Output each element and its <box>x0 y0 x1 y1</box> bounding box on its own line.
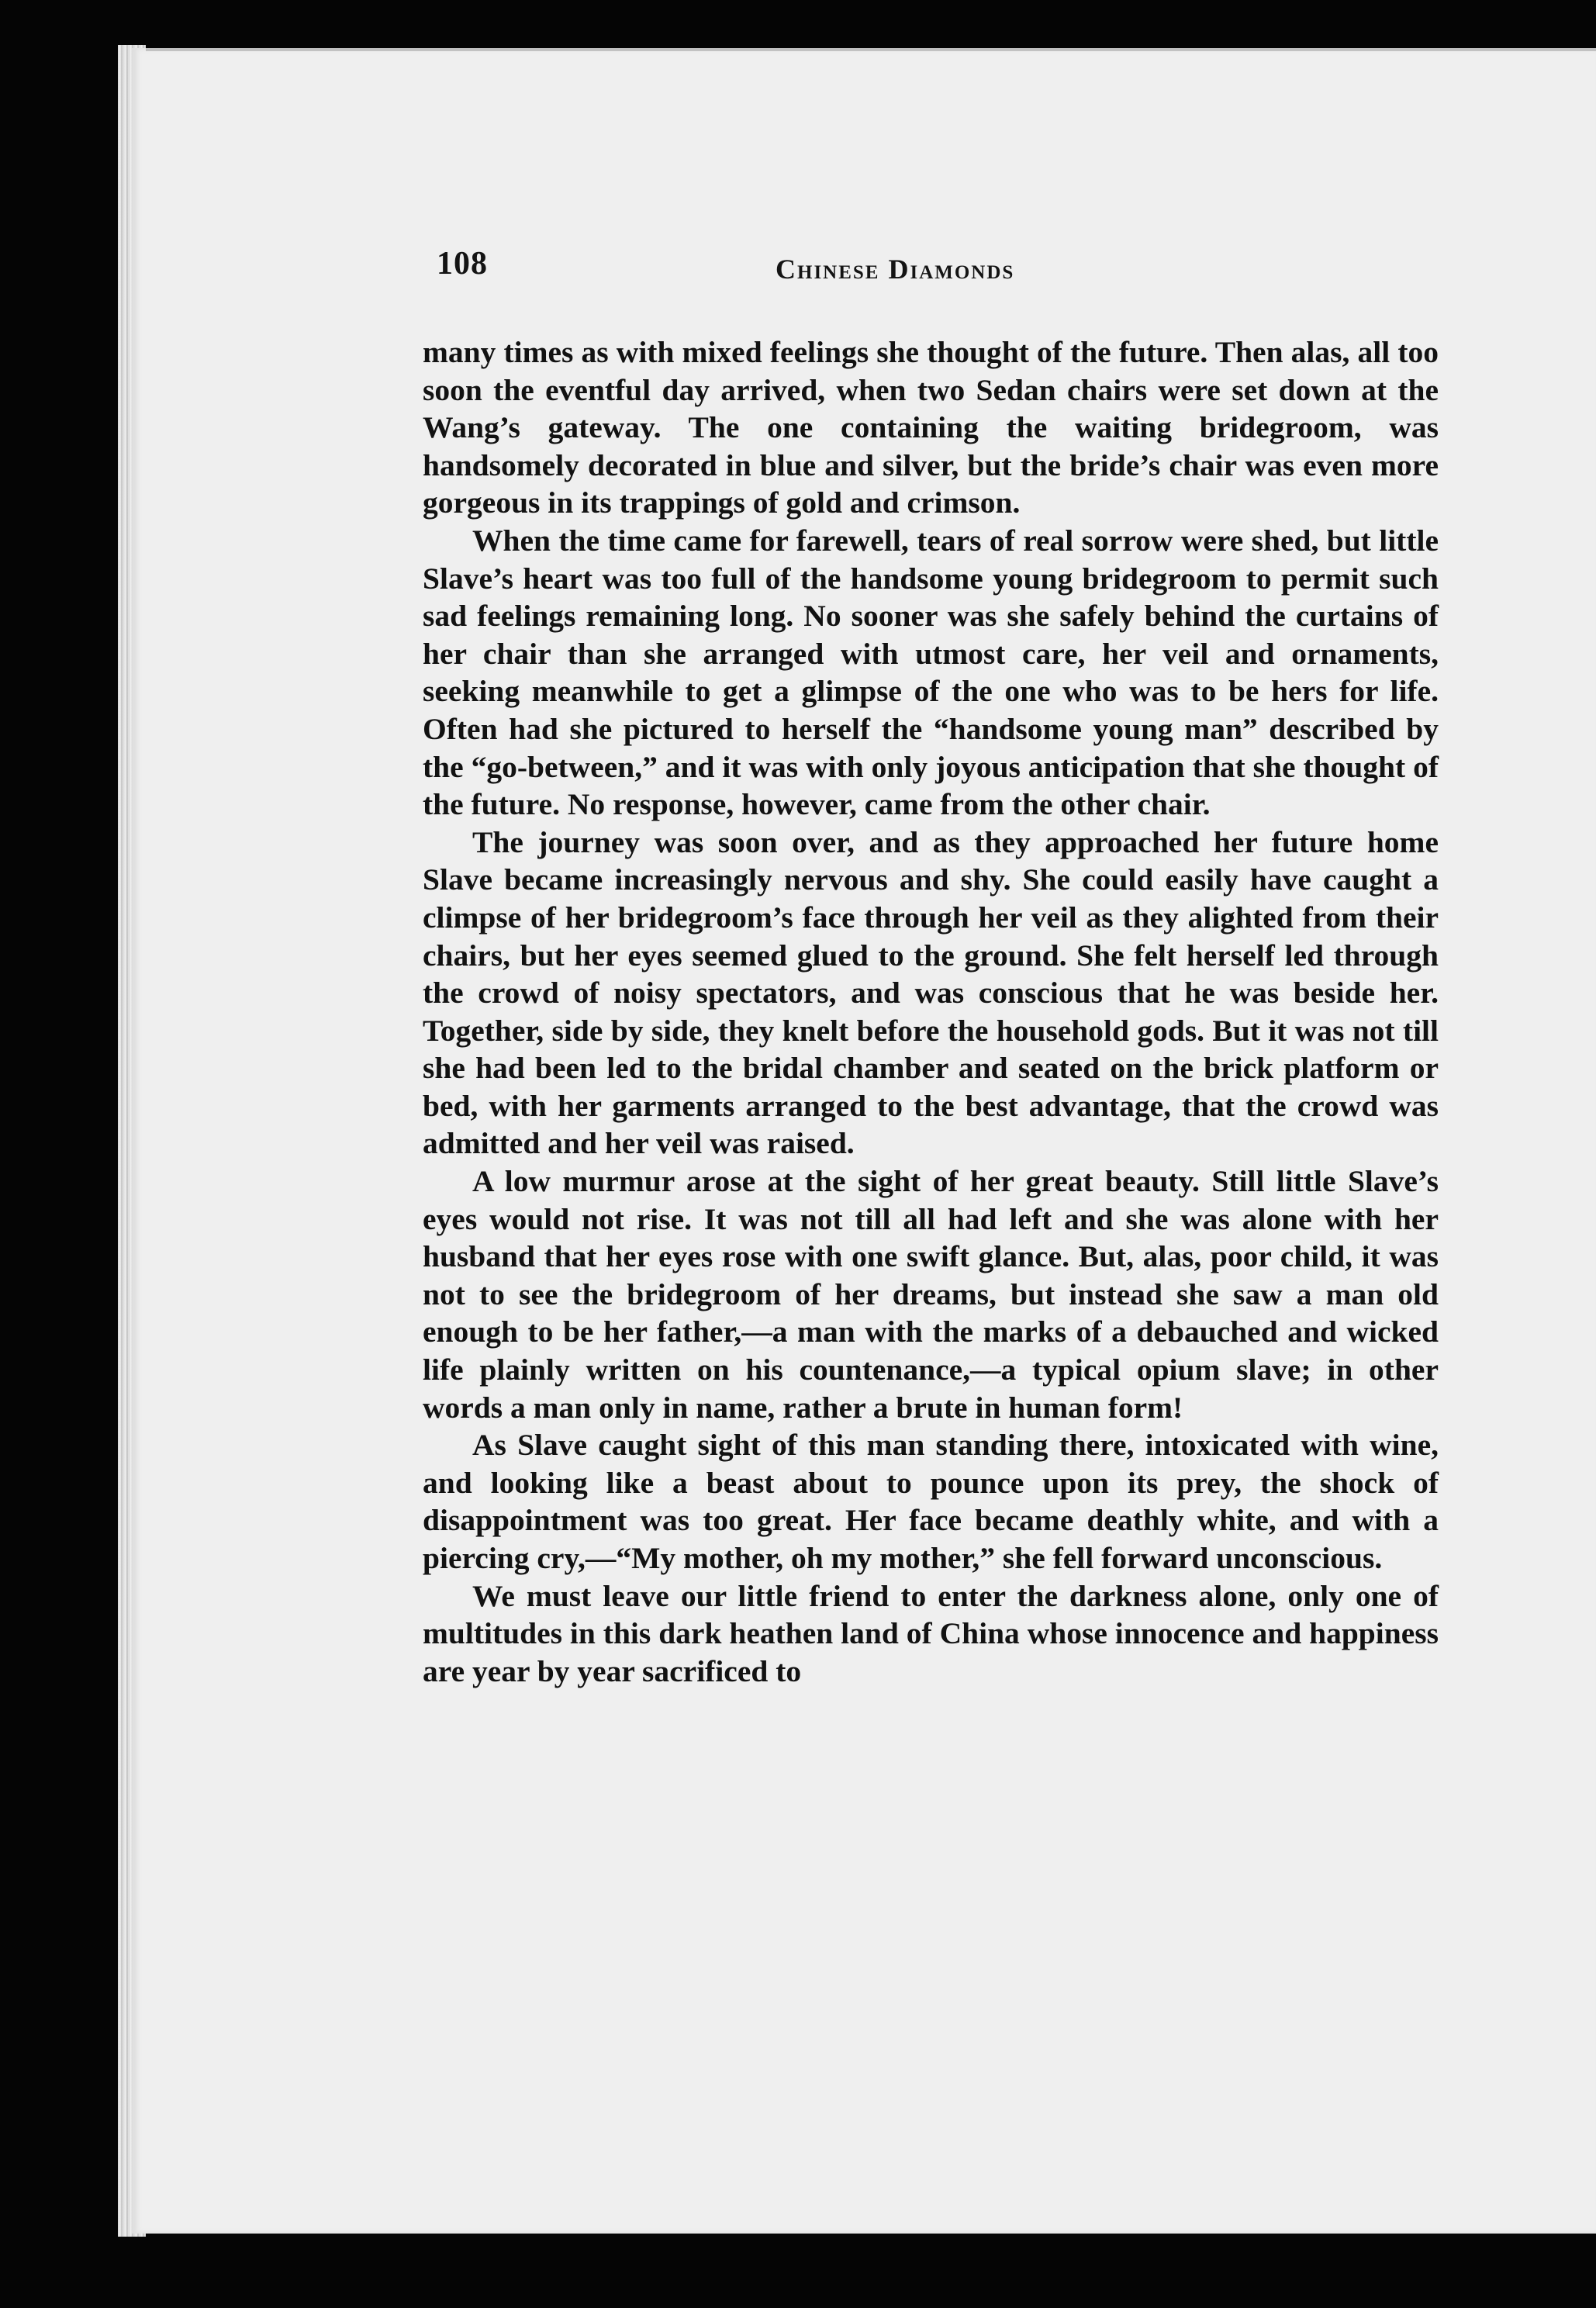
paragraph-6: We must leave our little friend to enter the darkness alone, only one of multitudes in this dark heathen land of China whose innocence and happiness are year by year sacrificed to <box>423 1578 1439 1688</box>
paragraph-3: The journey was soon over, and as they approached her future home Slave became increasingly nervous and shy. She could easily have caught a climpse of her bridegroom’s face through her veil as they alighted from their chairs, but her eyes seemed glued to the ground. She felt herself led through the crowd of noisy spectators, and was conscious that he was beside her. Together, side by side, they knelt before the household gods. But it was not till she had been led to the bridal chamber and seated on the brick platform or bed, with her garments arranged to the best advantage, that the crowd was admitted and her veil was raised. <box>423 824 1439 1161</box>
paragraph-1: many times as with mixed feelings she thought of the future. Then alas, all too soon the eventful day arrived, when two Sedan chairs were set down at the Wang’s gateway. The one containing the waiting bridegroom, was handsomely decorated in blue and silver, but the bride’s chair was even more gorgeous in its trappings of gold and crimson. <box>423 335 1439 520</box>
page-top-edge <box>146 48 1596 51</box>
paragraph-2: When the time came for farewell, tears of real sorrow were shed, but little Slave’s heart was too full of the handsome young bridegroom to permit such sad feelings remaining long. No sooner was she safely behind the curtains of her chair than she arranged with utmost care, her veil and ornaments, seeking meanwhile to get a glimpse of the one who was to be hers for life. Often had she pictured to herself the “handsome young man” described by the “go-between,” and it was with only joyous anticipation that she thought of the future. No response, however, came from the other chair. <box>423 523 1439 822</box>
paragraph-5: As Slave caught sight of this man standing there, intoxicated with wine, and looking like a beast about to pounce upon its prey, the shock of disappointment was too great. Her face became deathly white, and with a piercing cry,—“My mother, oh my mother,” she fell forward unconscious. <box>423 1428 1439 1575</box>
page-number: 108 <box>437 246 488 282</box>
body-text <box>423 333 1439 1690</box>
running-title: Chinese Diamonds <box>776 254 1015 285</box>
paragraph-4: A low murmur arose at the sight of her great beauty. Still little Slave’s eyes would not rise. It was not till all had left and she was alone with her husband that her eyes rose with one swift glance. But, alas, poor child, it was not to see the bridegroom of her dreams, but instead she saw a man old enough to be her father,—a man with the marks of a debauched and wicked life plainly written on his countenance,—a typical opium slave; in other words a man only in name, rather a brute in human form! <box>423 1164 1439 1425</box>
page-header <box>437 245 1445 292</box>
